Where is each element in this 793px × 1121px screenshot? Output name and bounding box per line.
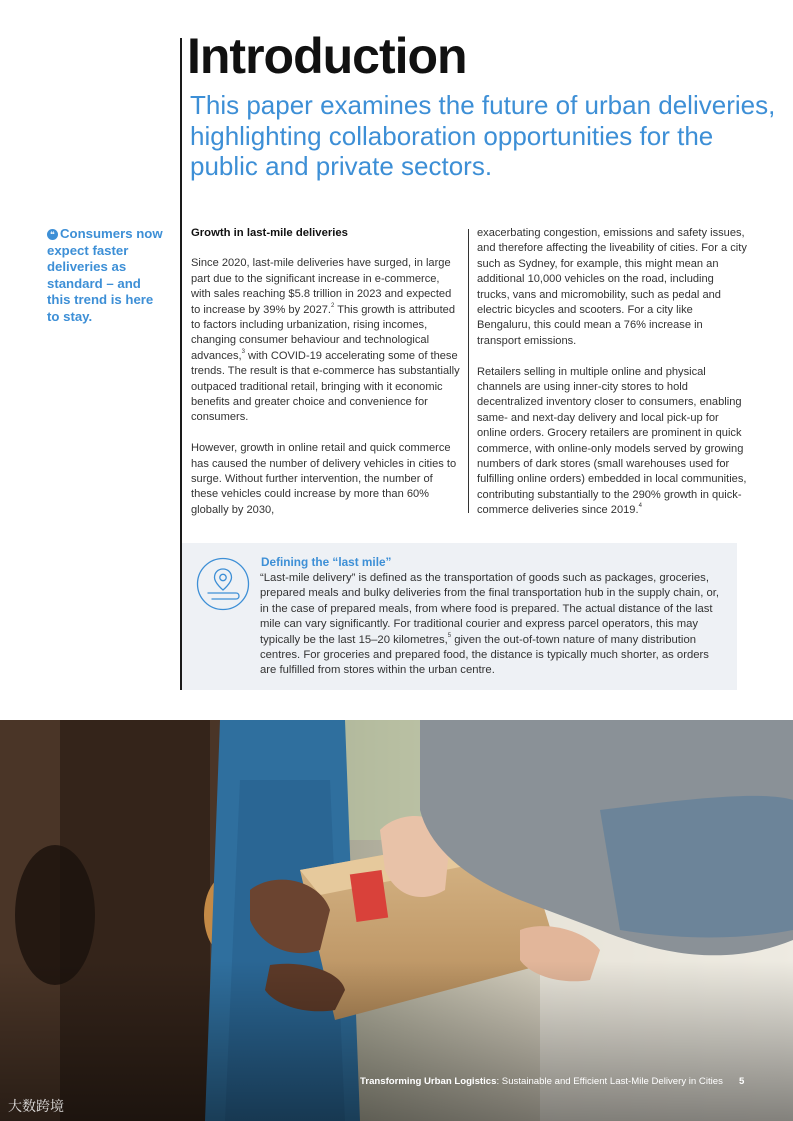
- paragraph-1-part-c: with COVID-19 accelerating some of these trends. The result is that e-commerce has substantially outpaced traditional retail, bringing with it economic benefits and greater choice and convenience for consumers.: [191, 349, 460, 424]
- section-heading: Growth in last-mile deliveries: [191, 227, 348, 239]
- callout-text-a: “Last-mile delivery” is defined as the transportation of goods such as packages, groceries, prepared meals and bulky deliveries from the final transportation hub in the supply chain, or, in the case of prepared meals, from where food is prepared. The actual distance of the last mile can vary significantly. For traditional courier and express parcel operators, this may typically be the last 15–20 kilometres,: [260, 572, 720, 646]
- body-column-left: [191, 226, 461, 534]
- page-number: 5: [739, 1076, 745, 1087]
- footnote-3[interactable]: 3: [241, 348, 245, 355]
- footer-report-bold: Transforming Urban Logistics: [360, 1076, 497, 1087]
- footnote-4[interactable]: 4: [638, 503, 642, 510]
- paragraph-1: [191, 256, 461, 425]
- map-pin-route-icon: [196, 557, 250, 611]
- page-title: Introduction: [187, 28, 467, 84]
- paragraph-3: exacerbating congestion, emissions and safety issues, and therefore affecting the liveability of cities. For a city such as Sydney, for example, this might mean an additional 10,000 vehicles on the road, including trucks, vans and micromobility, such as pedal and electric bicycles and scooters. For a city like Bengaluru, this could mean a 76% increase in transport emissions.: [477, 227, 747, 347]
- footer-report-rest: : Sustainable and Efficient Last-Mile Delivery in Cities: [496, 1076, 723, 1087]
- footnote-5[interactable]: 5: [447, 632, 452, 639]
- page-subtitle: This paper examines the future of urban deliveries, highlighting collaboration opportunities for the public and private sectors.: [190, 90, 776, 181]
- paragraph-4-text: Retailers selling in multiple online and physical channels are using inner-city stores to hold decentralized inventory closer to consumers, enabling same- and next-day delivery and local pick-up for online orders. Grocery retailers are prominent in quick commerce, with online-only models served by growing numbers of dark stores (small warehouses used for fulfilling online orders) embedded in local communities, contributing substantially to the 290% growth in quick-commerce deliveries since 2019.: [477, 365, 747, 517]
- footnote-2[interactable]: 2: [331, 302, 335, 309]
- pullquote-text: Consumers now expect faster deliveries as standard – and this trend is here to stay.: [47, 226, 163, 324]
- body-column-right: [477, 226, 749, 534]
- watermark-logo: [8, 1096, 64, 1116]
- paragraph-2: However, growth in online retail and quick commerce has caused the number of delivery vehicles in cities to surge. Without further intervention, the number of these vehicles could increase by more than 60% globally by 2030,: [191, 442, 457, 516]
- watermark-text: 大数跨境: [8, 1099, 64, 1115]
- callout-title: Defining the “last mile”: [261, 555, 392, 569]
- paragraph-1-part-b: This growth is attributed to factors including urbanization, rising incomes, changing consumer behaviour and technological advances,: [191, 303, 455, 362]
- definition-callout: [182, 543, 737, 690]
- callout-body: [260, 571, 720, 679]
- paragraph-4: [477, 365, 749, 519]
- pullquote: [47, 226, 167, 325]
- delivery-photo: [0, 720, 793, 1121]
- paragraph-1-part-a: Since 2020, last-mile deliveries have surged, in large part due to the significant increase in e-commerce, with sales reaching $5.8 trillion in 2023 and expected to increase by 39% by 2027.: [191, 257, 452, 316]
- quote-icon: ❝: [47, 229, 58, 240]
- footer-report-title: [360, 1076, 723, 1087]
- callout-text-b: given the out-of-town nature of many distribution centres. For groceries and prepared food, the distance is typically much shorter, as orders are fulfilled from stores within the urban centre.: [260, 633, 709, 677]
- column-divider: [468, 229, 469, 513]
